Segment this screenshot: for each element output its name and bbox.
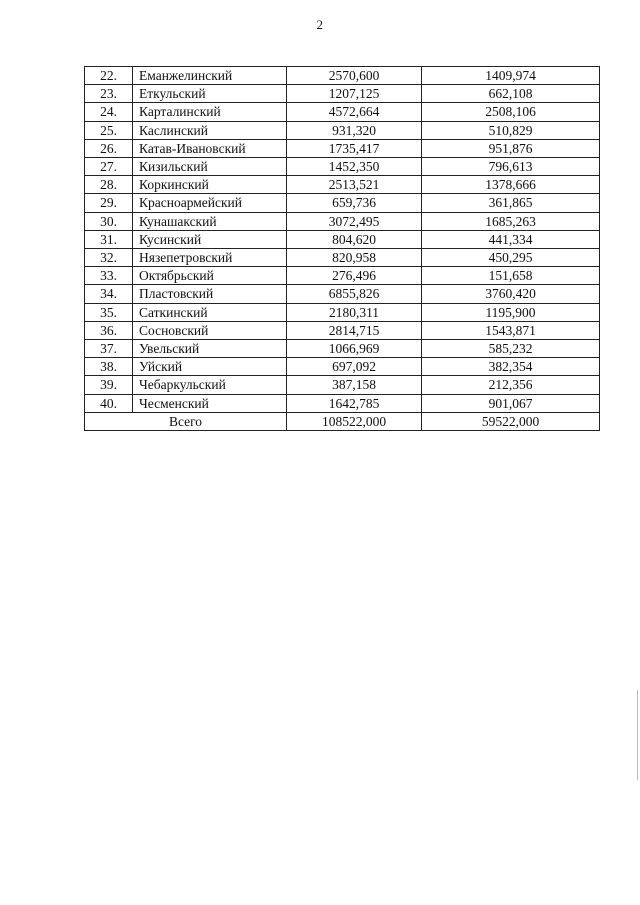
- row-value-1: 820,958: [287, 249, 422, 267]
- district-name: Сосновский: [133, 321, 287, 339]
- row-value-1: 2570,600: [287, 67, 422, 85]
- row-value-1: 659,736: [287, 194, 422, 212]
- table-row: [85, 121, 600, 139]
- row-value-2: 951,876: [422, 139, 600, 157]
- district-name: Каслинский: [133, 121, 287, 139]
- row-value-2: 441,334: [422, 230, 600, 248]
- row-number: 30.: [85, 212, 133, 230]
- row-value-2: 1409,974: [422, 67, 600, 85]
- row-number: 26.: [85, 139, 133, 157]
- row-value-1: 387,158: [287, 376, 422, 394]
- row-value-2: 361,865: [422, 194, 600, 212]
- table-row: [85, 212, 600, 230]
- row-number: 39.: [85, 376, 133, 394]
- allocation-table: [84, 66, 600, 431]
- scan-edge-mark: [637, 690, 638, 780]
- district-name: Саткинский: [133, 303, 287, 321]
- district-name: Коркинский: [133, 176, 287, 194]
- row-number: 25.: [85, 121, 133, 139]
- row-value-1: 6855,826: [287, 285, 422, 303]
- row-value-1: 804,620: [287, 230, 422, 248]
- row-value-1: 931,320: [287, 121, 422, 139]
- table-row: [85, 103, 600, 121]
- row-value-2: 585,232: [422, 340, 600, 358]
- district-name: Еткульский: [133, 85, 287, 103]
- row-number: 22.: [85, 67, 133, 85]
- district-name: Нязепетровский: [133, 249, 287, 267]
- row-value-1: 697,092: [287, 358, 422, 376]
- table-row: [85, 394, 600, 412]
- row-number: 38.: [85, 358, 133, 376]
- district-name: Чебаркульский: [133, 376, 287, 394]
- total-value-2: 59522,000: [422, 412, 600, 430]
- row-value-1: 1735,417: [287, 139, 422, 157]
- table-row: [85, 267, 600, 285]
- row-value-2: 1543,871: [422, 321, 600, 339]
- district-name: Кусинский: [133, 230, 287, 248]
- district-name: Кунашакский: [133, 212, 287, 230]
- row-value-1: 2180,311: [287, 303, 422, 321]
- row-value-1: 1066,969: [287, 340, 422, 358]
- row-value-1: 2513,521: [287, 176, 422, 194]
- row-number: 35.: [85, 303, 133, 321]
- row-value-2: 1378,666: [422, 176, 600, 194]
- table-row: [85, 194, 600, 212]
- row-number: 31.: [85, 230, 133, 248]
- row-number: 28.: [85, 176, 133, 194]
- table-row: [85, 139, 600, 157]
- row-value-1: 4572,664: [287, 103, 422, 121]
- table-row: [85, 230, 600, 248]
- row-number: 37.: [85, 340, 133, 358]
- row-value-1: 3072,495: [287, 212, 422, 230]
- row-value-2: 151,658: [422, 267, 600, 285]
- total-value-1: 108522,000: [287, 412, 422, 430]
- district-name: Еманжелинский: [133, 67, 287, 85]
- table-row: [85, 249, 600, 267]
- table-row: [85, 376, 600, 394]
- table-row: [85, 358, 600, 376]
- row-value-1: 1207,125: [287, 85, 422, 103]
- table-row: [85, 285, 600, 303]
- row-number: 40.: [85, 394, 133, 412]
- table-row: [85, 321, 600, 339]
- table-row: [85, 85, 600, 103]
- district-name: Красноармейский: [133, 194, 287, 212]
- row-value-2: 901,067: [422, 394, 600, 412]
- district-name: Увельский: [133, 340, 287, 358]
- table-body: [85, 67, 600, 431]
- row-value-2: 796,613: [422, 158, 600, 176]
- table-row: [85, 340, 600, 358]
- total-row: [85, 412, 600, 430]
- row-value-2: 212,356: [422, 376, 600, 394]
- row-value-2: 3760,420: [422, 285, 600, 303]
- row-number: 36.: [85, 321, 133, 339]
- district-name: Октябрьский: [133, 267, 287, 285]
- row-value-1: 2814,715: [287, 321, 422, 339]
- allocation-table-container: [84, 66, 600, 431]
- row-number: 27.: [85, 158, 133, 176]
- page-number: 2: [316, 17, 324, 32]
- row-number: 32.: [85, 249, 133, 267]
- district-name: Катав-Ивановский: [133, 139, 287, 157]
- row-value-2: 2508,106: [422, 103, 600, 121]
- row-value-2: 382,354: [422, 358, 600, 376]
- row-value-2: 450,295: [422, 249, 600, 267]
- row-value-2: 510,829: [422, 121, 600, 139]
- total-label: Всего: [85, 412, 287, 430]
- row-value-1: 276,496: [287, 267, 422, 285]
- district-name: Чесменский: [133, 394, 287, 412]
- table-row: [85, 67, 600, 85]
- row-value-1: 1452,350: [287, 158, 422, 176]
- row-number: 29.: [85, 194, 133, 212]
- table-row: [85, 303, 600, 321]
- table-row: [85, 176, 600, 194]
- district-name: Уйский: [133, 358, 287, 376]
- row-number: 23.: [85, 85, 133, 103]
- district-name: Карталинский: [133, 103, 287, 121]
- row-value-2: 1685,263: [422, 212, 600, 230]
- row-value-2: 662,108: [422, 85, 600, 103]
- district-name: Пластовский: [133, 285, 287, 303]
- table-row: [85, 158, 600, 176]
- row-number: 24.: [85, 103, 133, 121]
- row-value-1: 1642,785: [287, 394, 422, 412]
- row-value-2: 1195,900: [422, 303, 600, 321]
- district-name: Кизильский: [133, 158, 287, 176]
- row-number: 34.: [85, 285, 133, 303]
- row-number: 33.: [85, 267, 133, 285]
